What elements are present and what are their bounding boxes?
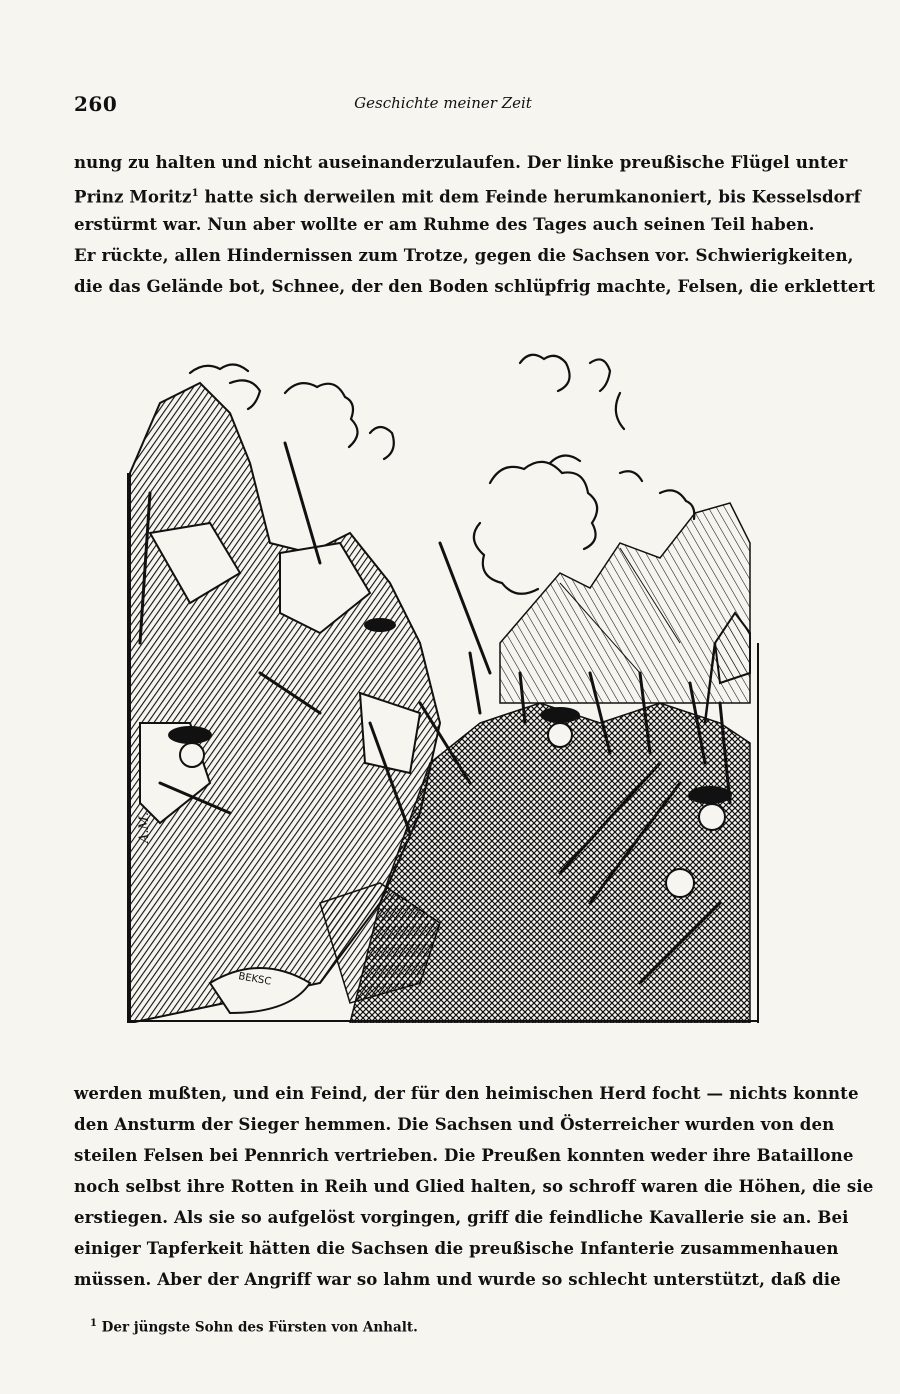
text-line: Er rückte, allen Hindernissen zum Trotze, gegen die Sachsen vor. Schwierigkeiten,: [74, 245, 854, 265]
text-line: erstürmt war. Nun aber wollte er am Ruhme des Tages auch seinen Teil haben.: [74, 214, 815, 234]
top-paragraph: [74, 147, 876, 302]
page-header: [74, 92, 812, 122]
footnote-text: Der jüngste Sohn des Fürsten von Anhalt.: [101, 1319, 418, 1336]
text-line: müssen. Aber der Angriff war so lahm und wurde so schlecht unterstützt, daß die: [74, 1269, 841, 1289]
text-fragment: hatte sich derweilen mit dem Feinde herumkanoniert, bis Kesselsdorf: [204, 186, 861, 207]
footnote-marker: 1: [90, 1318, 97, 1329]
text-line: einiger Tapferkeit hätten die Sachsen die preußische Infanterie zusammenhauen: [74, 1238, 839, 1258]
text-line: die das Gelände bot, Schnee, der den Boden schlüpfrig machte, Felsen, die erklettert: [74, 276, 876, 296]
running-title: Geschichte meiner Zeit: [354, 94, 532, 112]
text-line: werden mußten, und ein Feind, der für den heimischen Herd focht — nichts konnte: [74, 1083, 859, 1103]
engraver-mark: BEKSC: [237, 971, 272, 988]
bottom-paragraph: [74, 1078, 874, 1295]
text-line: den Ansturm der Sieger hemmen. Die Sachsen und Österreicher wurden von den: [74, 1114, 835, 1134]
text-fragment: Prinz Moritz: [74, 186, 192, 207]
artist-monogram: A.M.: [137, 812, 152, 843]
footnote-reference: 1: [191, 188, 199, 199]
footnote: [90, 1318, 790, 1336]
battle-illustration: [120, 343, 760, 1023]
text-line: erstiegen. Als sie so aufgelöst vorgingen, griff die feindliche Kavallerie sie an. Bei: [74, 1207, 849, 1227]
page-number: 260: [74, 92, 118, 116]
text-line-with-note: [74, 178, 861, 209]
engraving-image: [120, 343, 760, 1023]
text-line: noch selbst ihre Rotten in Reih und Glied halten, so schroff waren die Höhen, die sie: [74, 1176, 874, 1196]
text-line: nung zu halten und nicht auseinanderzulaufen. Der linke preußische Flügel unter: [74, 152, 848, 172]
text-line: steilen Felsen bei Pennrich vertrieben. Die Preußen konnten weder ihre Bataillone: [74, 1145, 854, 1165]
